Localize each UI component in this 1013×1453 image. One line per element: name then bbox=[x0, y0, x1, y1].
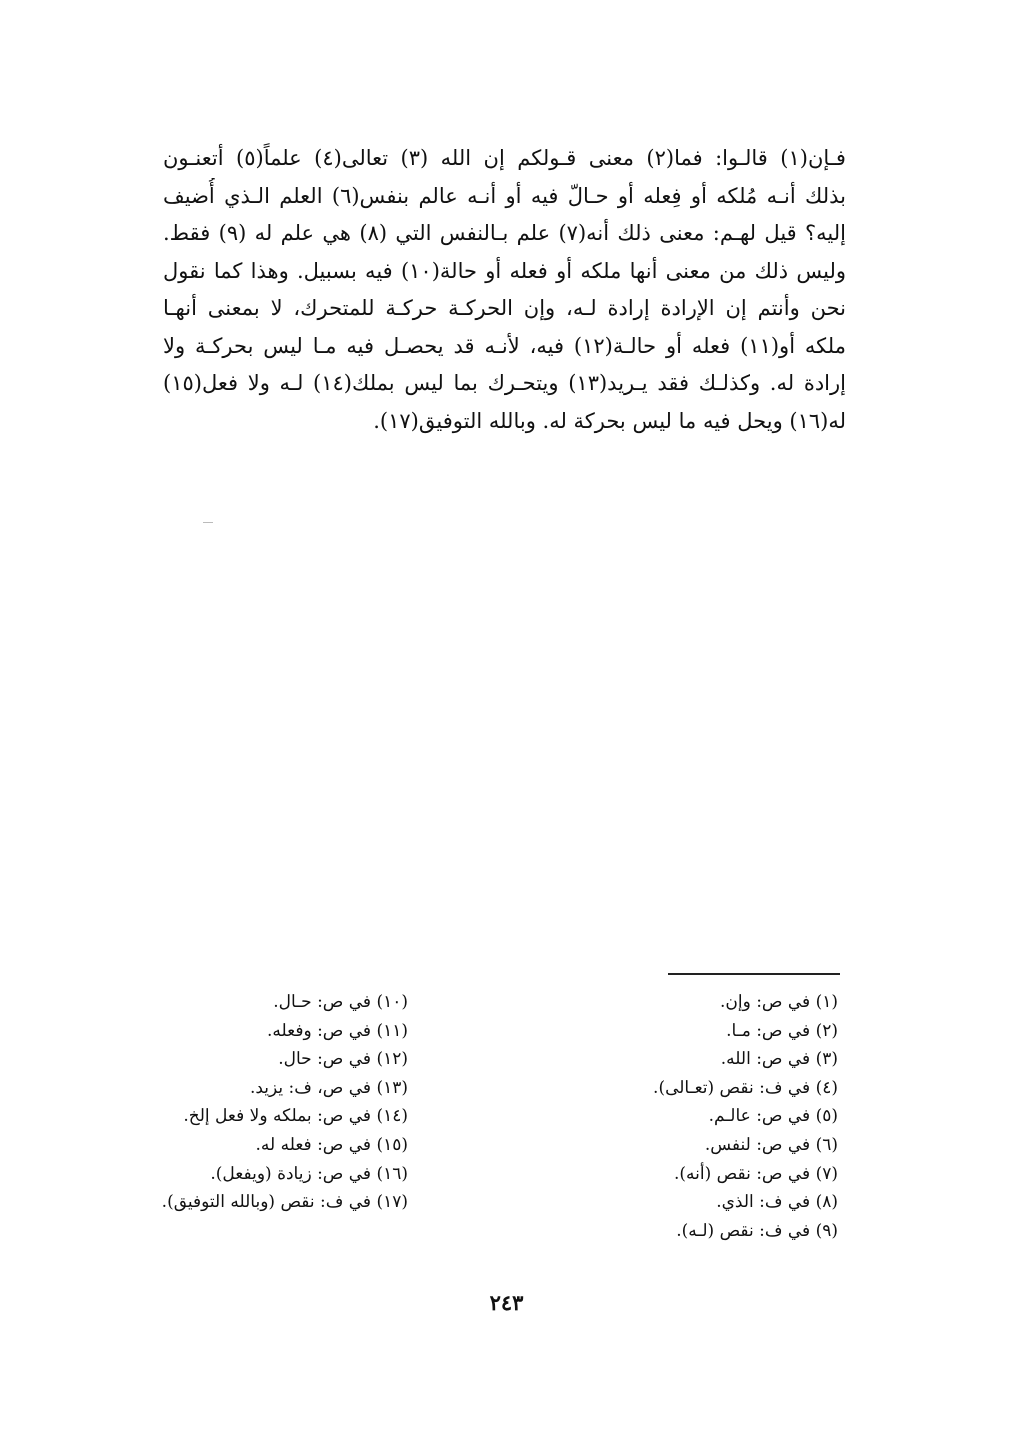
footnote: (١٥) في ص: فعله له. bbox=[255, 1134, 408, 1155]
page-number: ٢٤٣ bbox=[489, 1290, 524, 1315]
body-line: نحن وأنتم إن الإرادة إرادة لـه، وإن الحركـة حركـة للمتحرك، لا بمعنى أنهـا bbox=[163, 296, 846, 320]
footnote: (١٠) في ص: حـال. bbox=[273, 992, 408, 1012]
body-line: إليه؟ قيل لهـم: معنى ذلك أنه(٧) علم بـالنفس التي (٨) هي علم له (٩) فقط. bbox=[163, 221, 846, 245]
stray-mark bbox=[203, 522, 213, 523]
footnote: (١١) في ص: وفعله. bbox=[266, 1020, 408, 1041]
footnote: (٢) في ص: مـا. bbox=[726, 1020, 838, 1041]
body-line: إرادة له. وكذلـك فقد يـريد(١٣) ويتحـرك بما ليس بملك(١٤) لـه ولا فعل(١٥) bbox=[163, 371, 846, 395]
footnote: (٨) في ف: الذي. bbox=[716, 1192, 838, 1213]
footnote: (١٣) في ص، ف: يزيد. bbox=[249, 1077, 408, 1098]
footnotes-left-column bbox=[118, 988, 408, 1217]
footnote: (٣) في ص: الله. bbox=[720, 1049, 838, 1070]
main-paragraph bbox=[163, 140, 846, 440]
body-line: فـإن(١) قالـوا: فما(٢) معنى قـولكم إن الله (٣) تعالى(٤) علماً(٥) أتعنـون bbox=[163, 146, 846, 170]
body-line: له(١٦) ويحل فيه ما ليس بحركة له. وبالله التوفيق(١٧). bbox=[373, 408, 846, 433]
body-line: ملكه أو(١١) فعله أو حالـة(١٢) فيه، لأنـه قد يحصـل فيه مـا ليس بحركـة ولا bbox=[163, 333, 846, 358]
body-line: بذلك أنـه مُلكه أو فِعله أو حـالّ فيه أو أنـه عالم بنفس(٦) العلم الـذي أُضيف bbox=[163, 183, 846, 208]
footnote: (١٢) في ص: حال. bbox=[278, 1049, 408, 1070]
footnote: (١) في ص: وإن. bbox=[719, 992, 838, 1012]
footnote: (١٦) في ص: زيادة (ويفعل). bbox=[210, 1163, 408, 1184]
footnote: (٧) في ص: نقص (أنه). bbox=[674, 1163, 838, 1184]
footnotes-right-column bbox=[578, 988, 838, 1245]
footnote: (٥) في ص: عالـم. bbox=[708, 1106, 838, 1127]
footnote-separator bbox=[668, 973, 840, 975]
footnote: (٦) في ص: لنفس. bbox=[704, 1134, 838, 1155]
footnote: (١٤) في ص: بملكه ولا فعل إلخ. bbox=[183, 1106, 408, 1127]
footnote: (٩) في ف: نقص (لـه). bbox=[676, 1220, 838, 1241]
footnote: (٤) في ف: نقص (تعـالى). bbox=[653, 1077, 838, 1098]
body-line: وليس ذلك من معنى أنها ملكه أو فعله أو حالة(١٠) فيه بسبيل. وهذا كما نقول bbox=[163, 258, 846, 283]
footnote: (١٧) في ف: نقص (وبالله التوفيق). bbox=[161, 1192, 408, 1213]
